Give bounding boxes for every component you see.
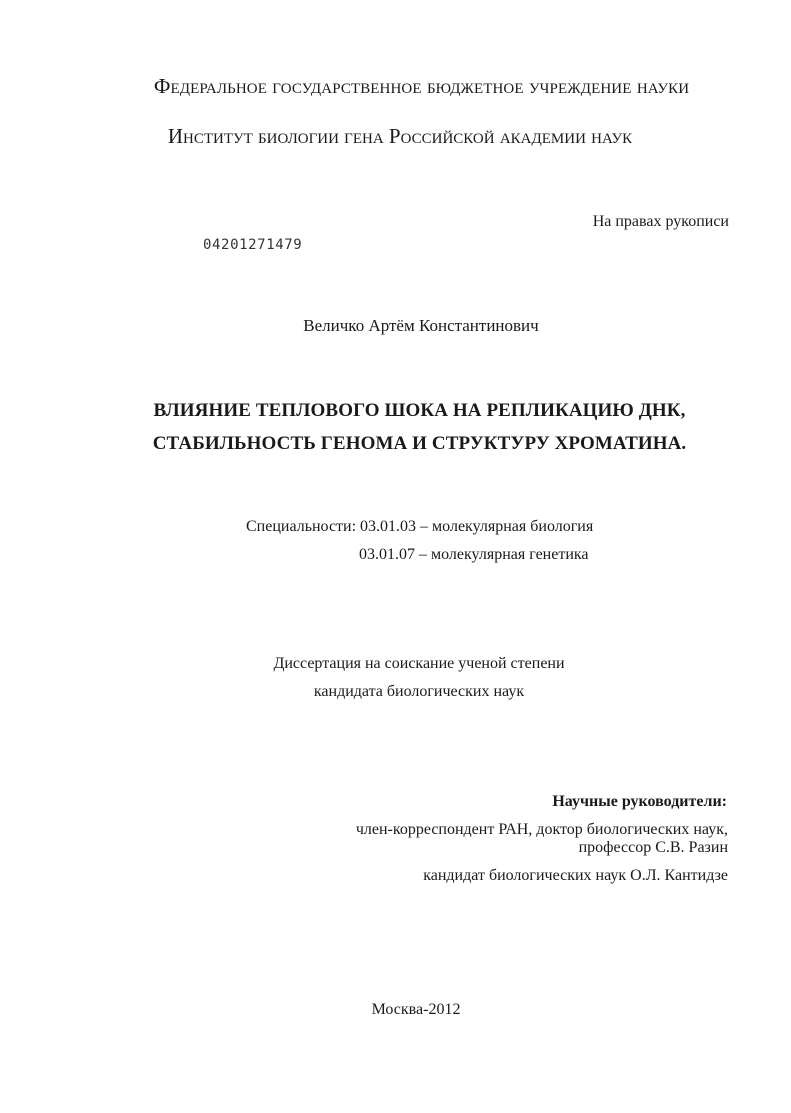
- degree-line-1: Диссертация на соискание ученой степени: [273, 655, 565, 672]
- supervisor-1-credentials: член-корреспондент РАН, доктор биологических наук,: [355, 821, 728, 838]
- manuscript-rights-note: На правах рукописи: [592, 213, 729, 230]
- dissertation-title-line-1: ВЛИЯНИЕ ТЕПЛОВОГО ШОКА НА РЕПЛИКАЦИЮ ДНК,: [153, 400, 686, 421]
- specialty-line-2: 03.01.07 – молекулярная генетика: [359, 546, 589, 563]
- catalog-code: 04201271479: [203, 237, 303, 253]
- dissertation-title-line-2: СТАБИЛЬНОСТЬ ГЕНОМА И СТРУКТУРУ ХРОМАТИНА.: [152, 433, 687, 454]
- supervisor-2: кандидат биологических наук О.Л. Кантидзе: [423, 867, 728, 884]
- organization-name: Федеральное государственное бюджетное учреждение науки: [153, 74, 690, 98]
- specialty-line-1: Специальности: 03.01.03 – молекулярная биология: [246, 518, 594, 535]
- supervisor-1-name: профессор С.В. Разин: [578, 839, 728, 856]
- supervisors-heading: Научные руководители:: [552, 793, 727, 810]
- degree-line-2: кандидата биологических наук: [313, 683, 525, 700]
- place-and-year: Москва-2012: [371, 1001, 461, 1018]
- institute-name: Институт биологии гена Российской академии наук: [167, 124, 633, 148]
- author-name: Величко Артём Константинович: [303, 316, 539, 335]
